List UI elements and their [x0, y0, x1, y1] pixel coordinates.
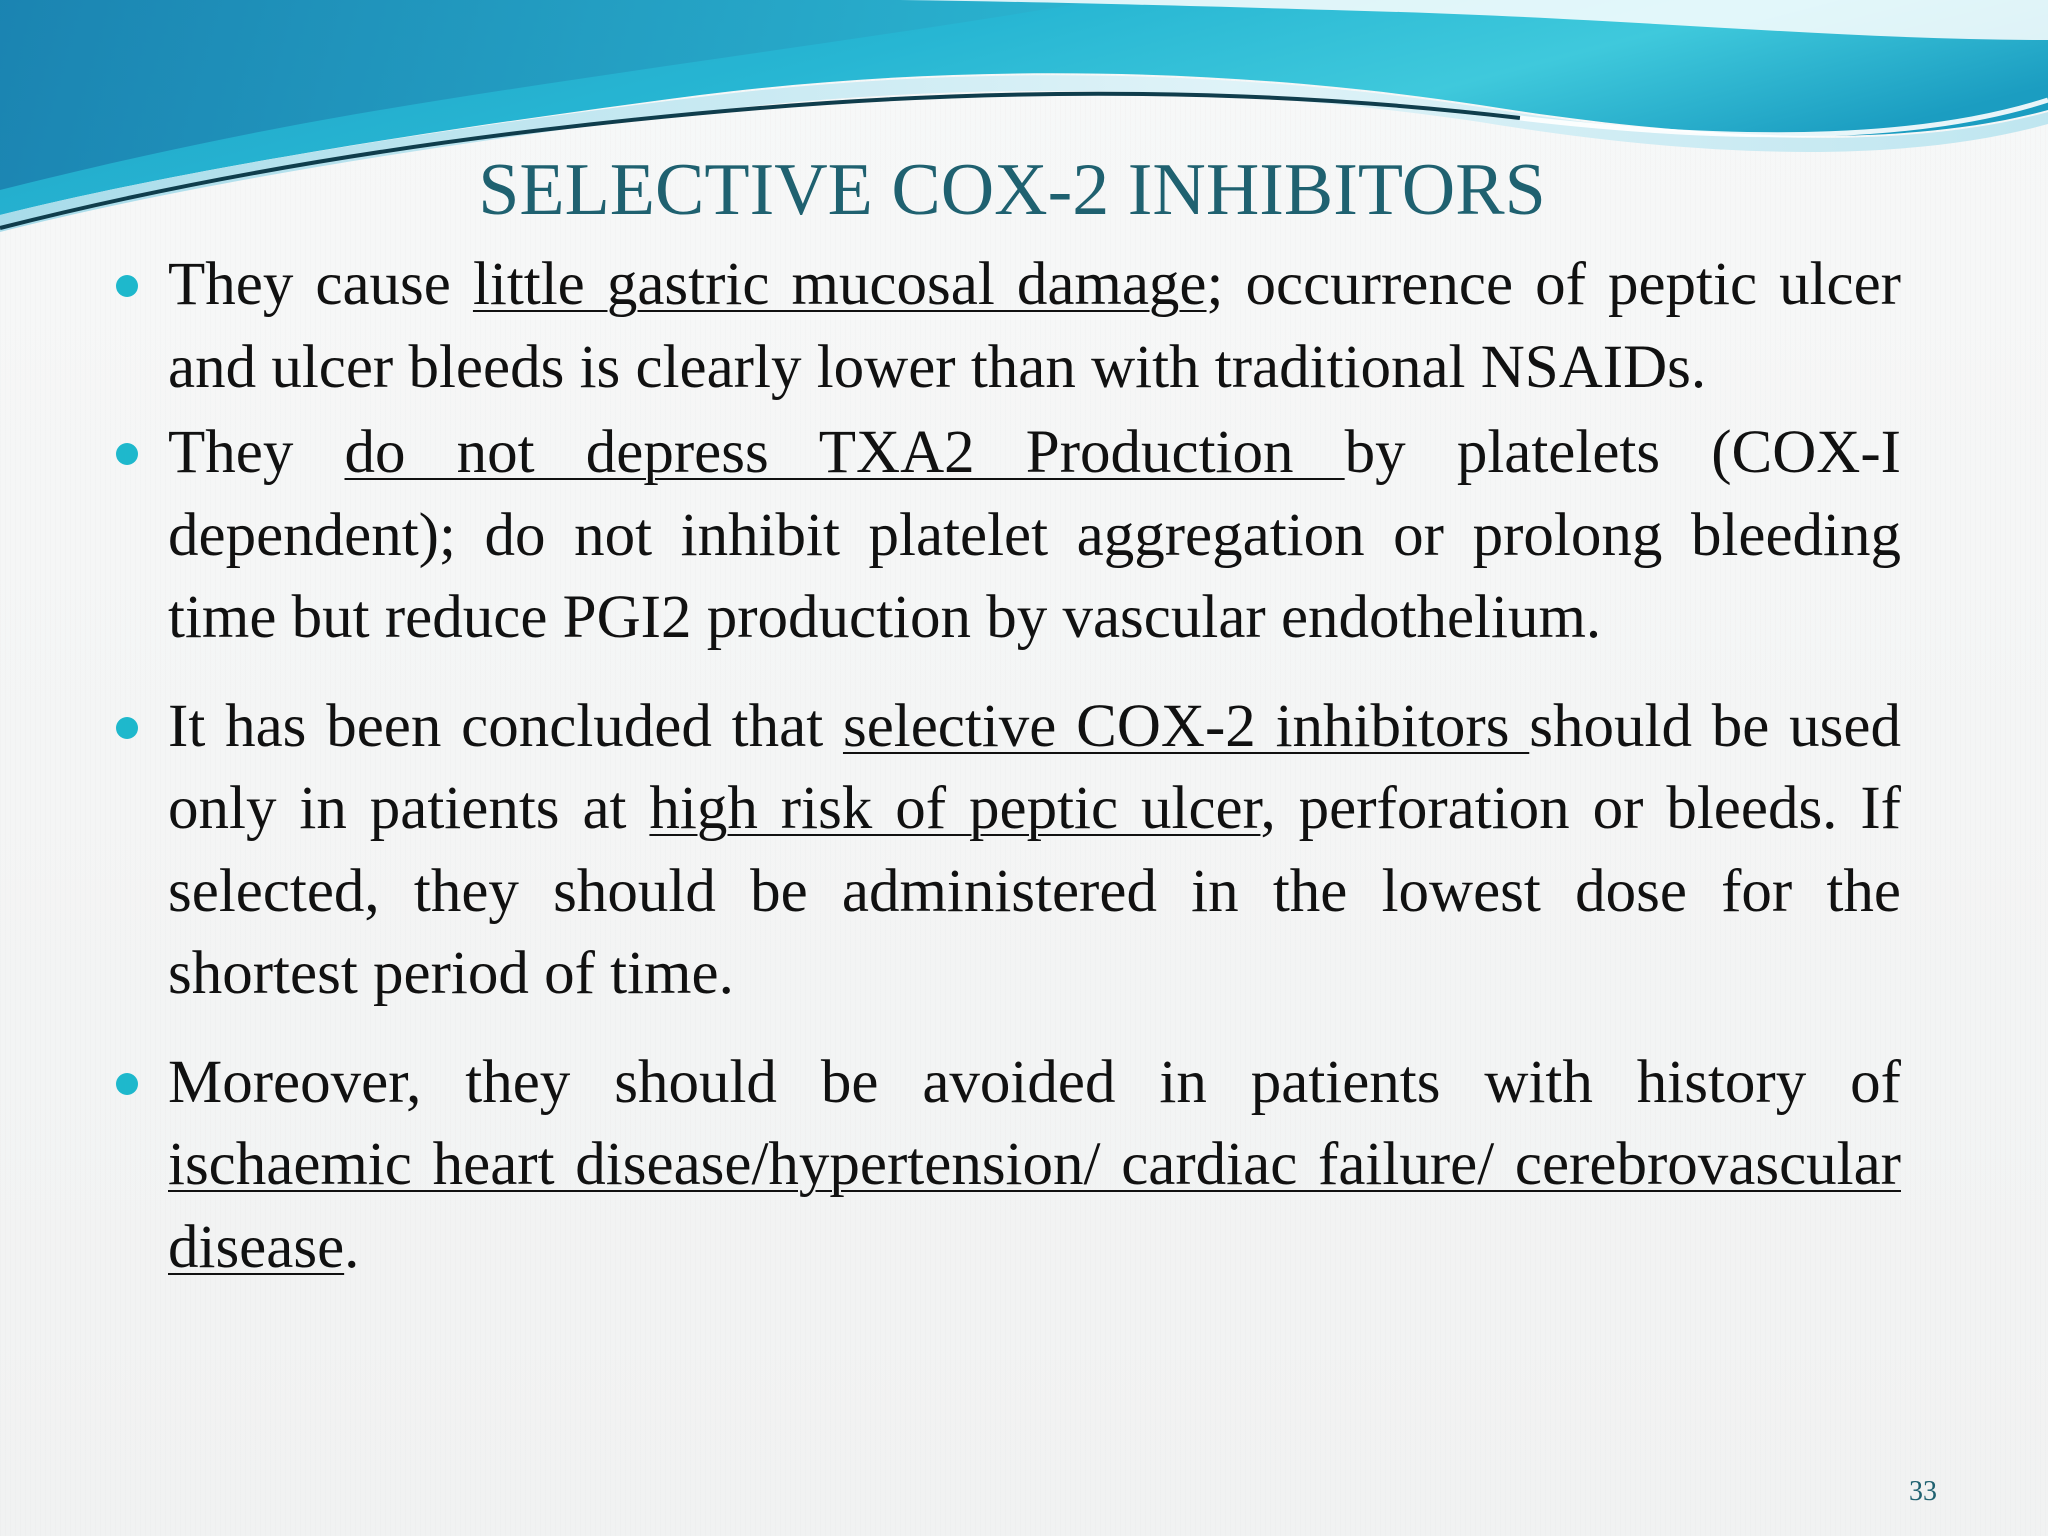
bullet-list: [0, 244, 2048, 1289]
dot-bullet-icon: [116, 443, 138, 465]
bullet-item: [168, 244, 1901, 409]
slide-title: [0, 148, 2048, 232]
bullet-text: ; occurrence of peptic ulcer and ulcer bleeds is clearly lower than with traditional NSAIDs.: [168, 251, 1901, 401]
bullet-item: [168, 686, 1901, 1016]
underlined-text: high risk of peptic ulcer: [649, 775, 1261, 842]
bullet-text: They: [168, 419, 345, 486]
page-number: 33: [1909, 1476, 1937, 1507]
bullet-text: should be used only in patients at: [168, 692, 1901, 842]
dot-bullet-icon: [116, 1073, 138, 1095]
bullet-item: [168, 1042, 1901, 1290]
underlined-text: do not depress TXA2 Production: [344, 419, 1345, 486]
dot-bullet-icon: [116, 717, 138, 739]
bullet-text: , perforation or bleeds. If selected, they should be administered in the lowest dose for the shortest period of time.: [168, 775, 1901, 1007]
bullet-text: They cause: [168, 251, 473, 318]
slide-title-text: SELECTIVE COX-2 INHIBITORS: [478, 149, 1546, 231]
bullet-text: Moreover, they should be avoided in patients with history of: [168, 1048, 1901, 1116]
bullet-item: [168, 412, 1901, 660]
bullet-text: by platelets (COX-I dependent); do not inhibit platelet aggregation or prolong bleeding time but reduce PGI2 production by vascular endothelium.: [168, 419, 1901, 651]
dot-bullet-icon: [116, 275, 138, 297]
bullet-text: .: [344, 1213, 360, 1281]
underlined-text: ischaemic heart disease/hypertension/ cardiac failure/ cerebrovascular disease: [168, 1131, 1901, 1281]
bullet-text: It has been concluded that: [168, 692, 843, 760]
underlined-text: selective COX-2 inhibitors: [842, 692, 1530, 760]
underlined-text: little gastric mucosal damage: [472, 251, 1207, 318]
